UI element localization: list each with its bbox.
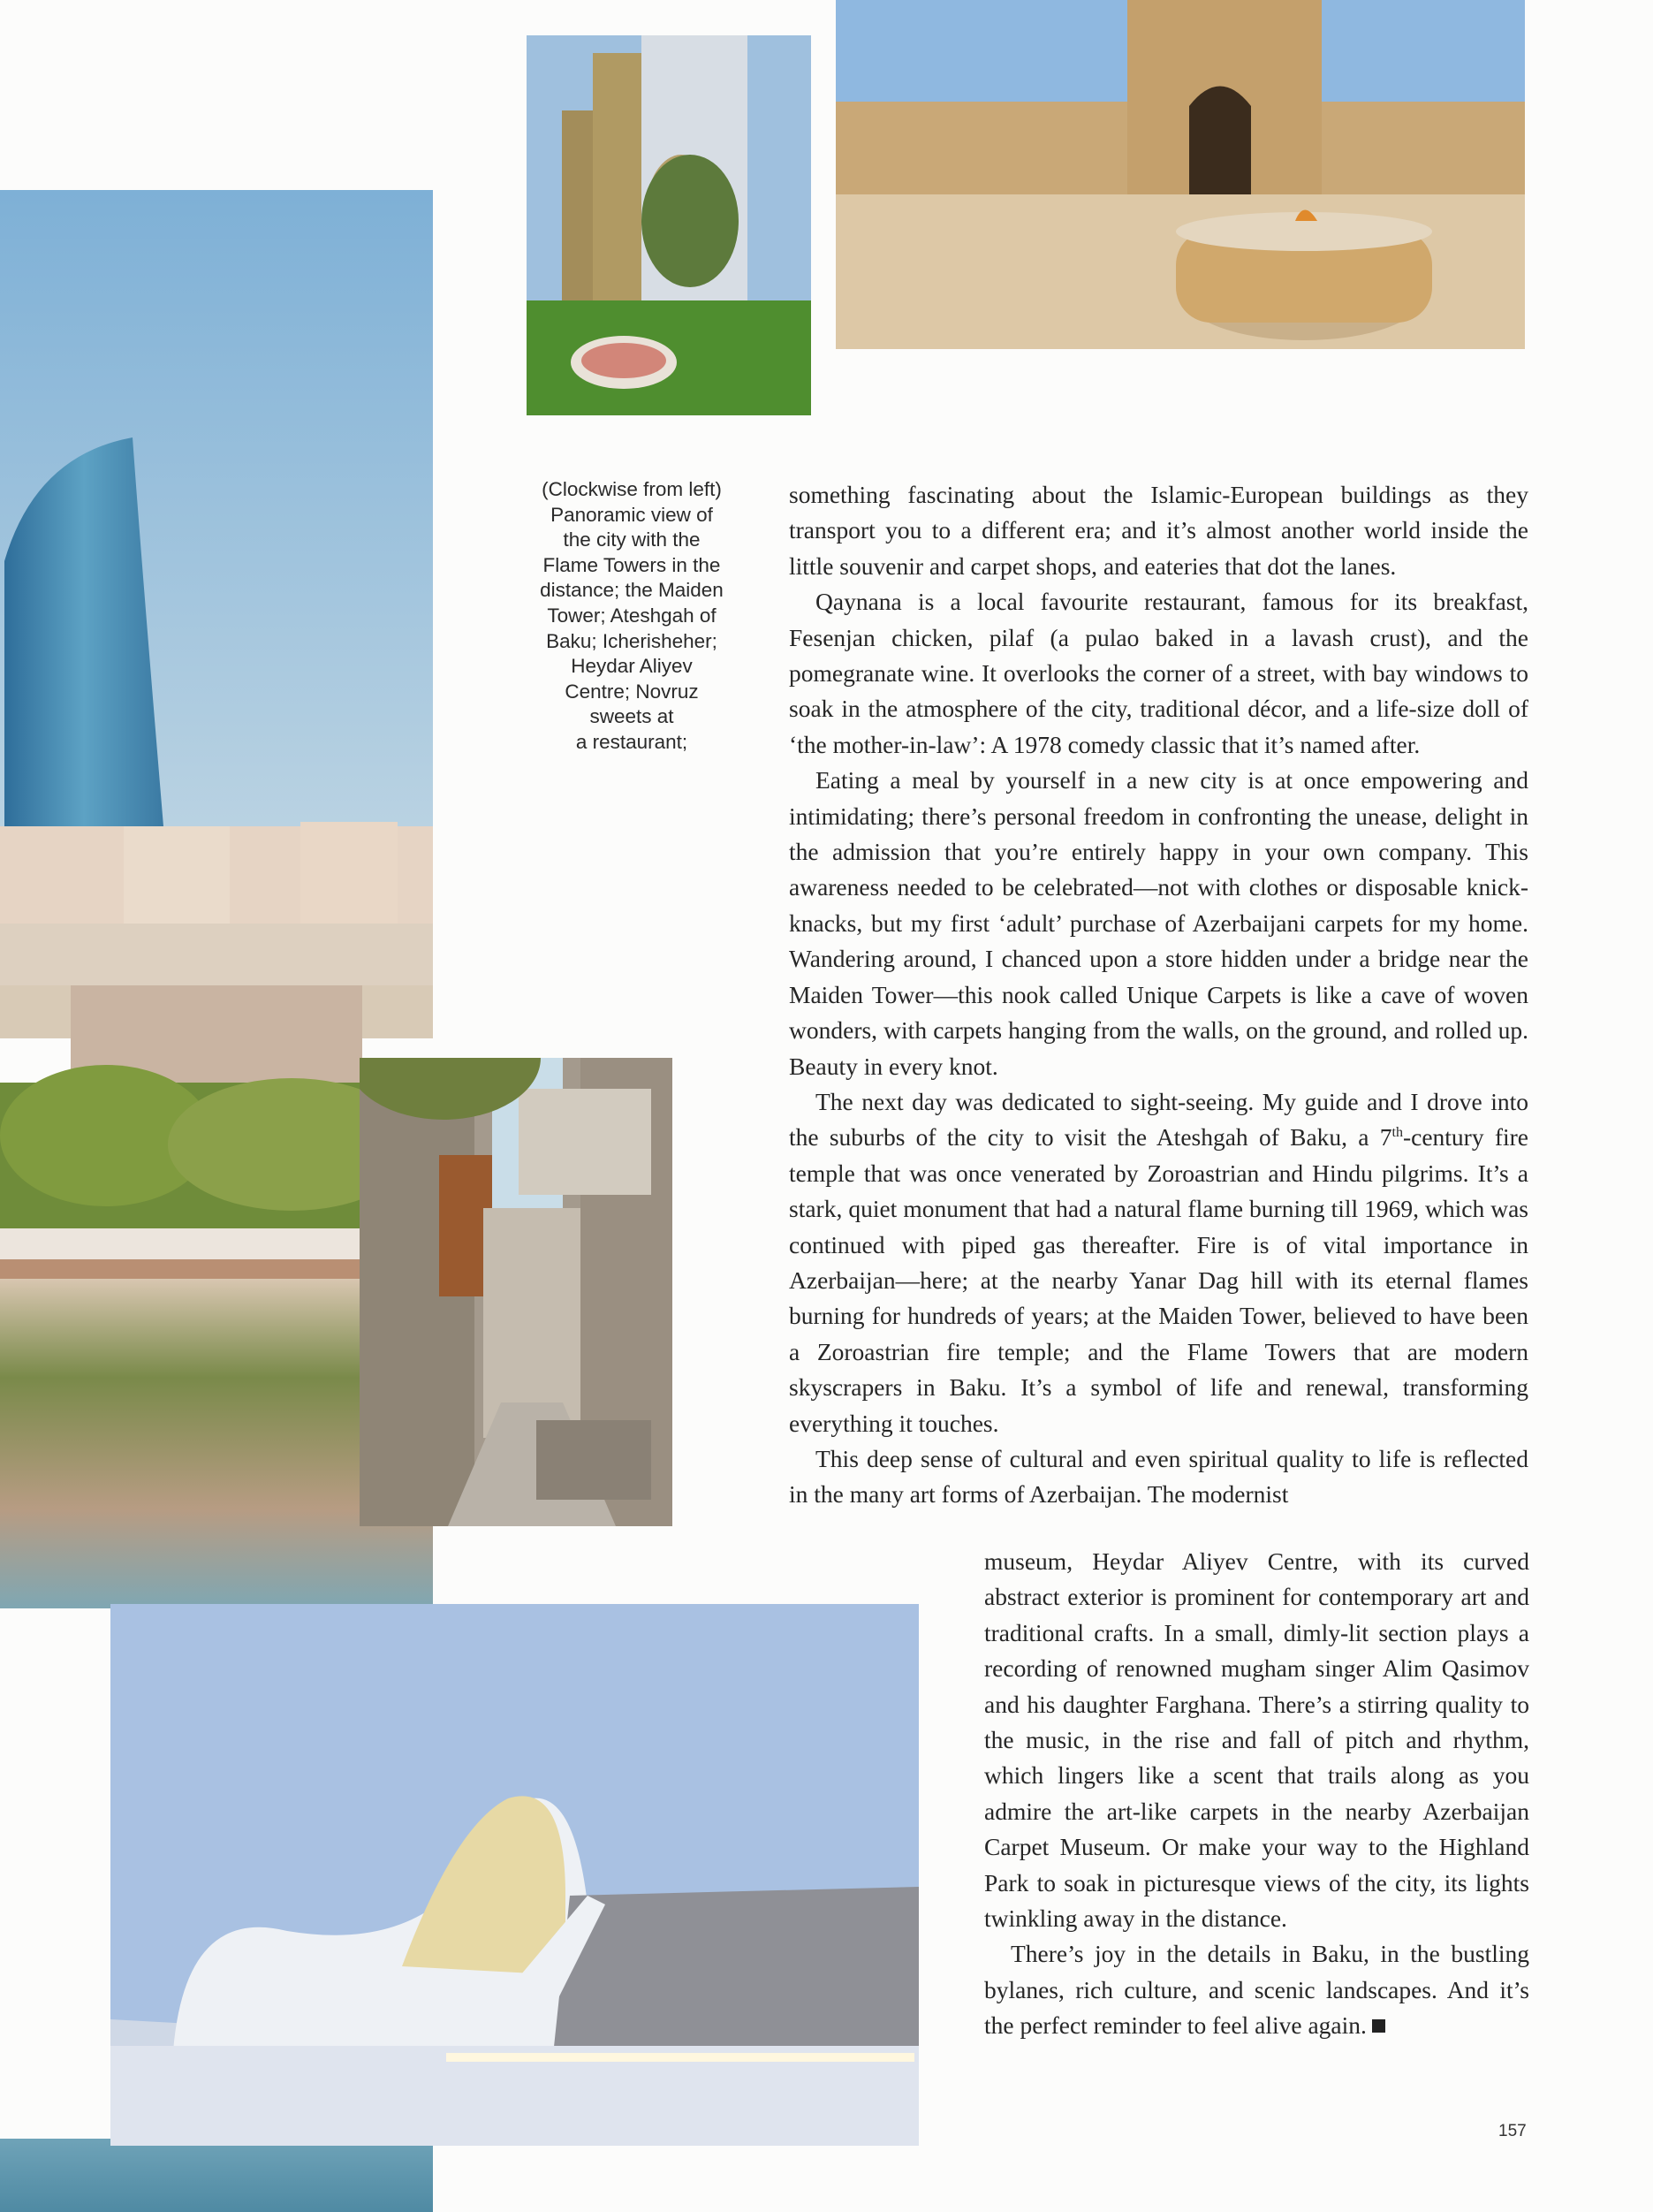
caption-line: a restaurant; [575,730,688,753]
article-paragraph: Eating a meal by yourself in a new city is at once empowering and intimidating; there’s personal freedom in confronting the unease, delight in the admission that you’re entirely happy in your own company. This awareness needed to be celebrated—not with clothes or disposable knick-knacks, but my first ‘adult’ purchase of Azerbaijani carpets for my home. Wandering around, I chanced upon a store hidden under a bridge near the Maiden Tower—this nook called Unique Carpets is like a cave of woven wonders, with carpets hanging from the walls, on the ground, and rolled up. Beauty in every knot. [789,766,1528,1080]
caption-line: Tower; Ateshgah of [547,604,717,627]
caption-line: Baku; Icherisheher; [546,629,717,652]
article-paragraph: museum, Heydar Aliyev Centre, with its curved abstract exterior is prominent for contemporary art and traditional crafts. In a small, dimly-lit section plays a recording of renowned mugham singer Alim Qasimov and his daughter Farghana. There’s a stirring quality to the music, in the rise and fall of pitch and rhythm, which lingers like a scent that trails along as you admire the art-like carpets in the nearby Azerbaijan Carpet Museum. Or make your way to the Highland Park to soak in picturesque views of the city, its lights twinkling away in the distance. [984,1547,1529,1933]
photo-caption [517,477,747,756]
heydar-aliyev-centre-photo [110,1604,919,2146]
text-run: The next day was dedicated to sight-seeing. My guide and I drove into the suburbs of the city to visit the Ateshgah of Baku, a 7 [789,1087,1528,1152]
caption-line: sweets at [589,705,674,728]
caption-line: Panoramic view of [550,503,713,526]
caption-line: distance; the Maiden [540,579,724,602]
article-paragraph: This deep sense of cultural and even spiritual quality to life is reflected in the many art forms of Azerbaijan. The modernist [789,1444,1528,1509]
page-number: 157 [1498,2122,1527,2140]
caption-line: Heydar Aliyev [571,655,693,678]
maiden-tower-photo [527,35,811,415]
caption-line: Flame Towers in the [542,553,721,576]
caption-line: the city with the [563,528,701,551]
icherisheher-photo [360,1058,672,1526]
caption-line: (Clockwise from left) [542,478,722,500]
text-run: -century fire temple that was once venerated by Zoroastrian and Hindu pilgrims. It’s a stark, quiet monument that had a natural flame burning till 1969, which was continued with piped gas thereafter. Fire is of vital importance in Azerbaijan—here; at the nearby Yanar Dag hill with its eternal flames burning for hundreds of years; at the Maiden Tower, believed to have been a Zoroastrian fire temple; and the Flame Towers that are modern skyscrapers in Baku. It’s a symbol of life and renewal, transforming everything it touches. [789,1123,1529,1437]
text-run: There’s joy in the details in Baku, in the bustling bylanes, rich culture, and scenic landscapes. And it’s the perfect reminder to feel alive again. [984,1940,1529,2040]
caption-line: Centre; Novruz [565,680,699,703]
article-paragraph: Qaynana is a local favourite restaurant, famous for its breakfast, Fesenjan chicken, pilaf (a pulao baked in a lavash crust), and the pomegranate wine. It overlooks the corner of a street, with bay windows to soak in the atmosphere of the city, traditional décor, and a life-size doll of ‘the mother-in-law’: A 1978 comedy classic that it’s named after. [789,588,1528,758]
end-mark-icon [1372,2019,1385,2033]
article-paragraph [789,1084,1528,1441]
ateshgah-photo [836,0,1525,349]
panorama-water-strip [0,2139,433,2212]
superscript: th [1391,1125,1403,1141]
article-column-main [789,477,1528,1513]
article-paragraph [984,1936,1529,2043]
article-paragraph: something fascinating about the Islamic-European buildings as they transport you to a different era; and it’s almost another world inside the little souvenir and carpet shops, and eateries that dot the lanes. [789,481,1528,580]
article-column-narrow [984,1544,1529,2044]
